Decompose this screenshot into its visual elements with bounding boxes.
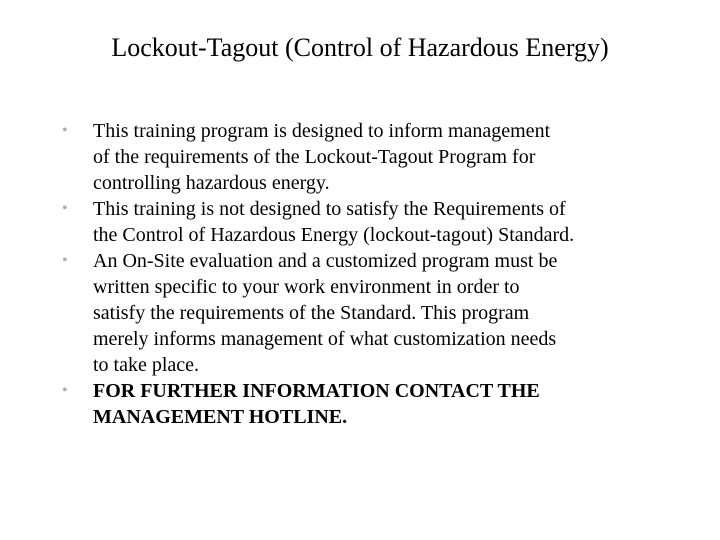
bullet-dot-icon: •	[62, 382, 68, 399]
bullet-item-not-satisfy-standard	[62, 196, 702, 248]
bullet-line: An On-Site evaluation and a customized program must be	[93, 250, 558, 272]
bullet-dot-icon: •	[62, 200, 68, 217]
bullet-line: This training is not designed to satisfy the Requirements of	[93, 198, 566, 220]
bullet-line: to take place.	[93, 354, 200, 376]
bullet-line: satisfy the requirements of the Standard. This program	[93, 302, 530, 324]
bullet-line: FOR FURTHER INFORMATION CONTACT THE	[93, 380, 540, 402]
bullet-item-onsite-evaluation	[62, 248, 702, 378]
bullet-line: controlling hazardous energy.	[93, 172, 330, 194]
bullet-dot-icon: •	[62, 122, 68, 139]
bullet-item-contact-hotline	[62, 378, 702, 430]
bullet-dot-icon: •	[62, 252, 68, 269]
bullet-line: MANAGEMENT HOTLINE.	[93, 406, 348, 428]
bullet-line: This training program is designed to inform management	[93, 120, 551, 142]
bullet-line: of the requirements of the Lockout-Tagout Program for	[93, 146, 536, 168]
bullet-item-training-purpose	[62, 118, 702, 196]
bullet-list	[62, 118, 702, 430]
bullet-line: written specific to your work environment in order to	[93, 276, 520, 298]
bullet-line: merely informs management of what customization needs	[93, 328, 557, 350]
slide-title: Lockout-Tagout (Control of Hazardous Energy)	[111, 33, 609, 62]
bullet-line: the Control of Hazardous Energy (lockout-tagout) Standard.	[93, 224, 575, 246]
